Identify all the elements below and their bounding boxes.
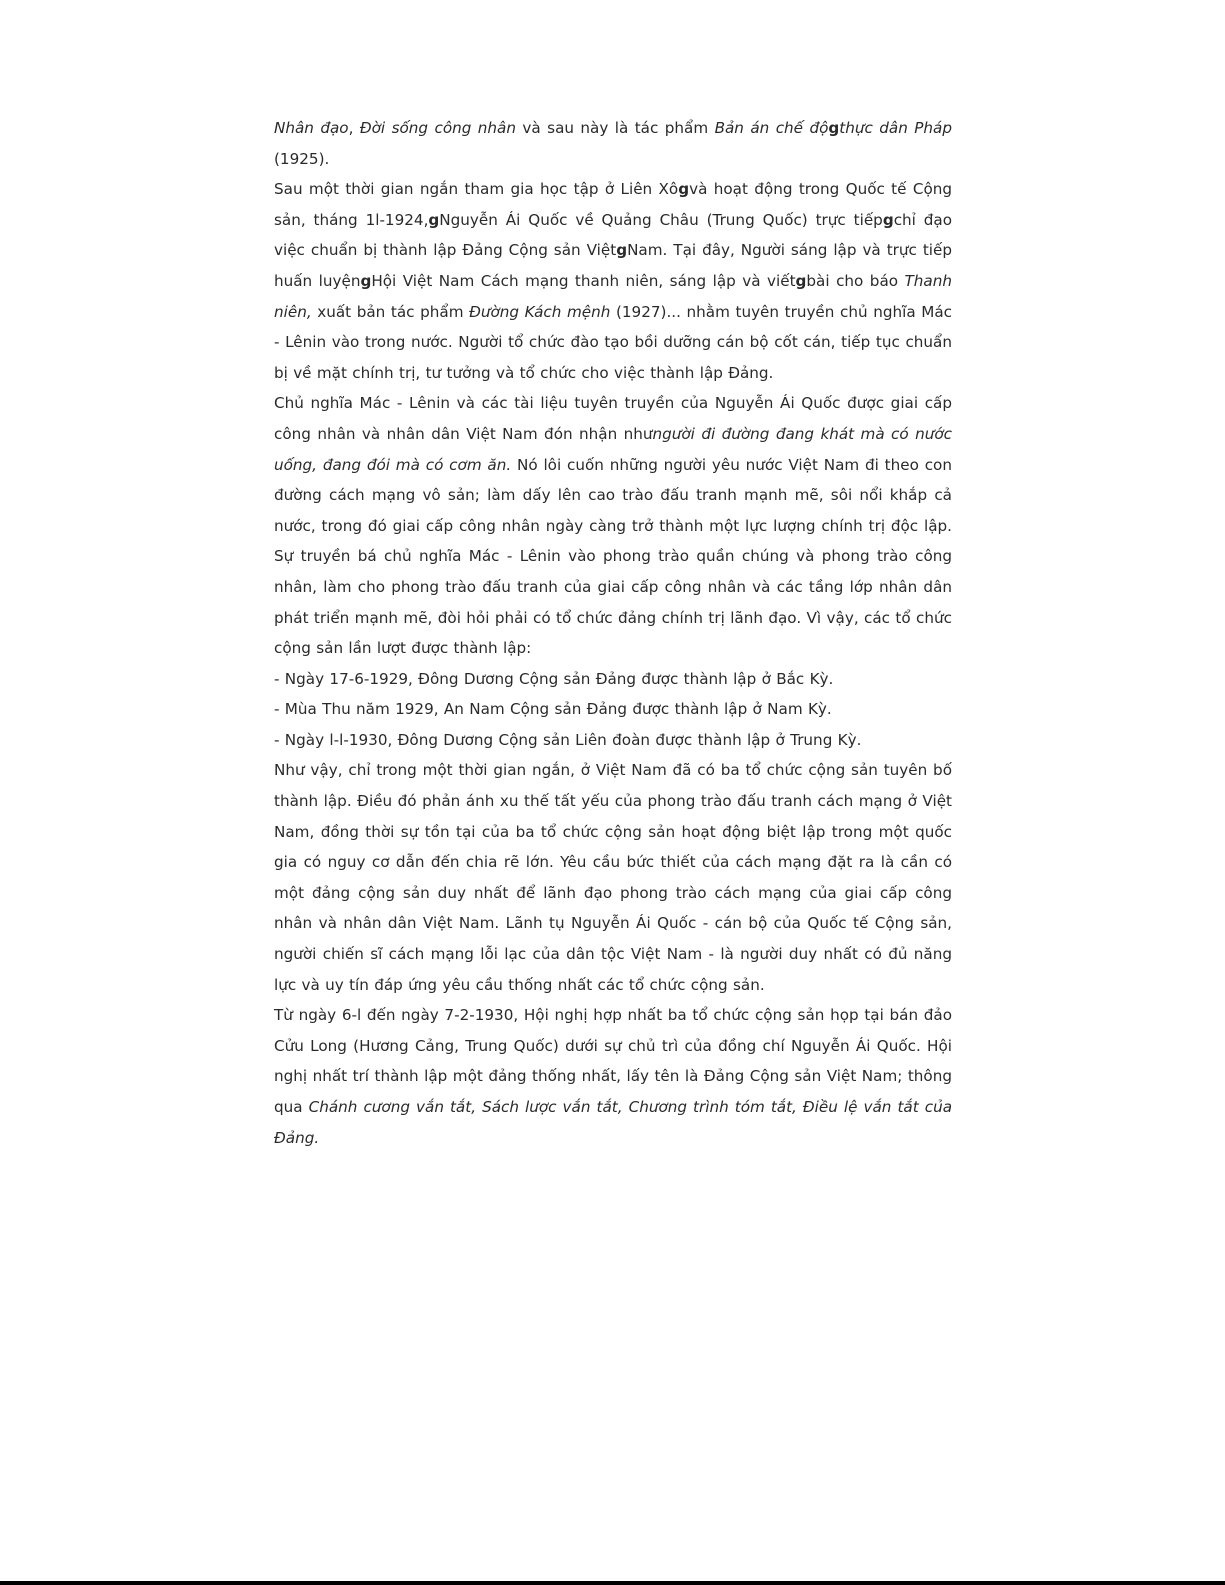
italic-text: thực dân Pháp bbox=[839, 119, 952, 137]
paragraph-item-1 bbox=[274, 664, 952, 695]
text-run: và sau này là tác phẩm bbox=[516, 119, 715, 137]
italic-text: Thanh niên, bbox=[274, 271, 952, 321]
bold-glyph: g bbox=[882, 210, 894, 229]
text-run: Hội Việt Nam Cách mạng thanh niên, sáng lập và viết bbox=[371, 271, 796, 290]
bold-glyph: g bbox=[428, 210, 440, 229]
text-run: (1925). bbox=[274, 149, 330, 168]
italic-text: Chánh cương vắn tắt, Sách lược vắn tắt, Chương trình tóm tắt, Điều lệ vắn tắt của Đảng. bbox=[274, 1098, 953, 1147]
text-run: và hoạt động trong Quốc tế Cộng sản, tháng 1l-1924, bbox=[274, 180, 952, 229]
text-run: Nguyễn Ái Quốc về Quảng Châu (Trung Quốc) trực tiếp bbox=[439, 210, 883, 229]
paragraph-three-orgs bbox=[274, 755, 952, 1000]
bold-glyph: g bbox=[828, 119, 840, 137]
text-run: Như vậy, chỉ trong một thời gian ngắn, ở Việt Nam đã có ba tổ chức cộng sản tuyên bố thành lập. Điều đó phản ánh xu thế tất yếu của phong trào đấu tranh cách mạng ở Việt Nam, đồng thời sự tồn tại của ba tổ chức cộng sản hoạt động biệt lập trong một quốc gia có nguy cơ dẫn đến chia rẽ lớn. Yêu cầu bức thiết của cách mạng đặt ra là cần có một đảng cộng sản duy nhất để lãnh đạo phong trào cách mạng của giai cấp công nhân và nhân dân Việt Nam. Lãnh tụ Nguyễn Ái Quốc - cán bộ của Quốc tế Cộng sản, người chiến sĩ cách mạng lỗi lạc của dân tộc Việt Nam - là người duy nhất có đủ năng lực và uy tín đáp ứng yêu cầu thống nhất các tổ chức cộng sản. bbox=[274, 761, 952, 994]
bold-glyph: g bbox=[678, 180, 690, 199]
text-run: chỉ đạo việc chuẩn bị thành lập Đảng Cộng sản Việt bbox=[274, 210, 952, 260]
text-run: Từ ngày 6-l đến ngày 7-2-1930, Hội nghị hợp nhất ba tổ chức cộng sản họp tại bán đảo Cửu Long (Hương Cảng, Trung Quốc) dưới sự chủ trì của đồng chí Nguyễn Ái Quốc. Hội nghị nhất trí thành lập một đảng thống nhất, lấy tên là Đảng Cộng sản Việt Nam; thông qua bbox=[274, 1006, 952, 1116]
bold-glyph: g bbox=[795, 271, 807, 290]
text-run: Chủ nghĩa Mác - Lênin và các tài liệu tuyên truyền của Nguyễn Ái Quốc được giai cấp công nhân và nhân dân Việt Nam đón nhận như bbox=[274, 394, 952, 443]
text-run: - Ngày l-l-1930, Đông Dương Cộng sản Liên đoàn được thành lập ở Trung Kỳ. bbox=[274, 730, 862, 749]
text-run: Nam. Tại đây, Người sáng lập và trực tiếp huấn luyện bbox=[274, 241, 952, 290]
text-run: xuất bản tác phẩm bbox=[311, 302, 470, 321]
italic-text: người đi đường đang khát mà có nước uống, đang đói mà có cơm ăn. bbox=[274, 424, 952, 474]
bold-glyph: g bbox=[360, 271, 372, 290]
text-run: - Ngày 17-6-1929, Đông Dương Cộng sản Đảng được thành lập ở Bắc Kỳ. bbox=[274, 669, 834, 688]
page-bottom-border bbox=[0, 1581, 1225, 1585]
paragraph-item-3 bbox=[274, 725, 952, 756]
italic-text: Đời sống công nhân bbox=[359, 119, 516, 137]
text-run: Sau một thời gian ngắn tham gia học tập ở Liên Xô bbox=[274, 180, 679, 199]
paragraph-lien-xo bbox=[274, 174, 952, 388]
document-body bbox=[274, 113, 952, 1153]
text-run: , bbox=[348, 119, 360, 137]
paragraph-marxism bbox=[274, 388, 952, 663]
italic-text: Bản án chế độ bbox=[714, 119, 829, 137]
italic-text: Đường Kách mệnh bbox=[469, 302, 611, 321]
paragraph-works bbox=[274, 113, 952, 174]
text-run: - Mùa Thu năm 1929, An Nam Cộng sản Đảng được thành lập ở Nam Kỳ. bbox=[274, 700, 832, 719]
bold-glyph: g bbox=[616, 241, 628, 260]
paragraph-conference bbox=[274, 1000, 952, 1153]
text-run: bài cho báo bbox=[806, 271, 905, 290]
text-run: (1927)... nhằm tuyên truyền chủ nghĩa Mác - Lênin vào trong nước. Người tổ chức đào tạo bồi dưỡng cán bộ cốt cán, tiếp tục chuẩn bị về mặt chính trị, tư tưởng và tổ chức cho việc thành lập Đảng. bbox=[274, 302, 952, 382]
italic-text: Nhân đạo bbox=[274, 119, 349, 137]
text-run: Nó lôi cuốn những người yêu nước Việt Nam đi theo con đường cách mạng vô sản; làm dấy lên cao trào đấu tranh mạnh mẽ, sôi nổi khắp cả nước, trong đó giai cấp công nhân ngày càng trở thành một lực lượng chính trị độc lập. Sự truyền bá chủ nghĩa Mác - Lênin vào phong trào quần chúng và phong trào công nhân, làm cho phong trào đấu tranh của giai cấp công nhân và các tầng lớp nhân dân phát triển mạnh mẽ, đòi hỏi phải có tổ chức đảng chính trị lãnh đạo. Vì vậy, các tổ chức cộng sản lần lượt được thành lập: bbox=[274, 455, 952, 658]
paragraph-item-2 bbox=[274, 694, 952, 725]
